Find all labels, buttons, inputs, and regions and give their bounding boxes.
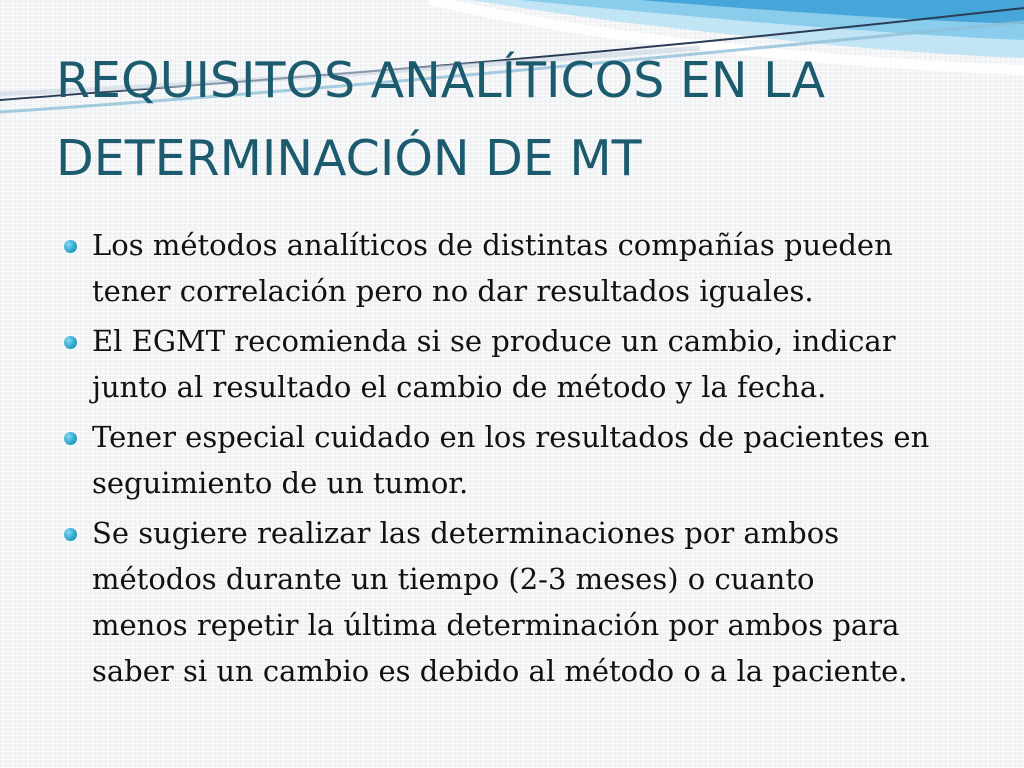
bullet-dot-icon xyxy=(64,336,77,349)
bullet-text-line: menos repetir la última determinación por ambos para xyxy=(92,608,900,642)
bullet-text-line: saber si un cambio es debido al método o a la paciente. xyxy=(92,654,908,688)
bullet-text-line: métodos durante un tiempo (2-3 meses) o cuanto xyxy=(92,562,815,596)
slide-title-line: REQUISITOS ANALÍTICOS EN LA xyxy=(56,52,826,109)
slide-title xyxy=(56,42,996,198)
bullet-item xyxy=(62,510,1007,694)
bullet-item xyxy=(62,414,1007,506)
bullet-text-line: seguimiento de un tumor. xyxy=(92,466,469,500)
bullet-item xyxy=(62,222,1007,314)
bullet-text-line: El EGMT recomienda si se produce un cambio, indicar xyxy=(92,324,896,358)
slide-title-line: DETERMINACIÓN DE MT xyxy=(56,130,642,187)
bullet-list xyxy=(62,222,1007,698)
bullet-text-line: tener correlación pero no dar resultados iguales. xyxy=(92,274,814,308)
bullet-dot-icon xyxy=(64,432,77,445)
bullet-dot-icon xyxy=(64,240,77,253)
bullet-text-line: Los métodos analíticos de distintas compañías pueden xyxy=(92,228,893,262)
bullet-dot-icon xyxy=(64,528,77,541)
bullet-text-line: Tener especial cuidado en los resultados de pacientes en xyxy=(92,420,930,454)
bullet-text-line: Se sugiere realizar las determinaciones por ambos xyxy=(92,516,840,550)
bullet-text-line: junto al resultado el cambio de método y la fecha. xyxy=(92,370,827,404)
bullet-item xyxy=(62,318,1007,410)
